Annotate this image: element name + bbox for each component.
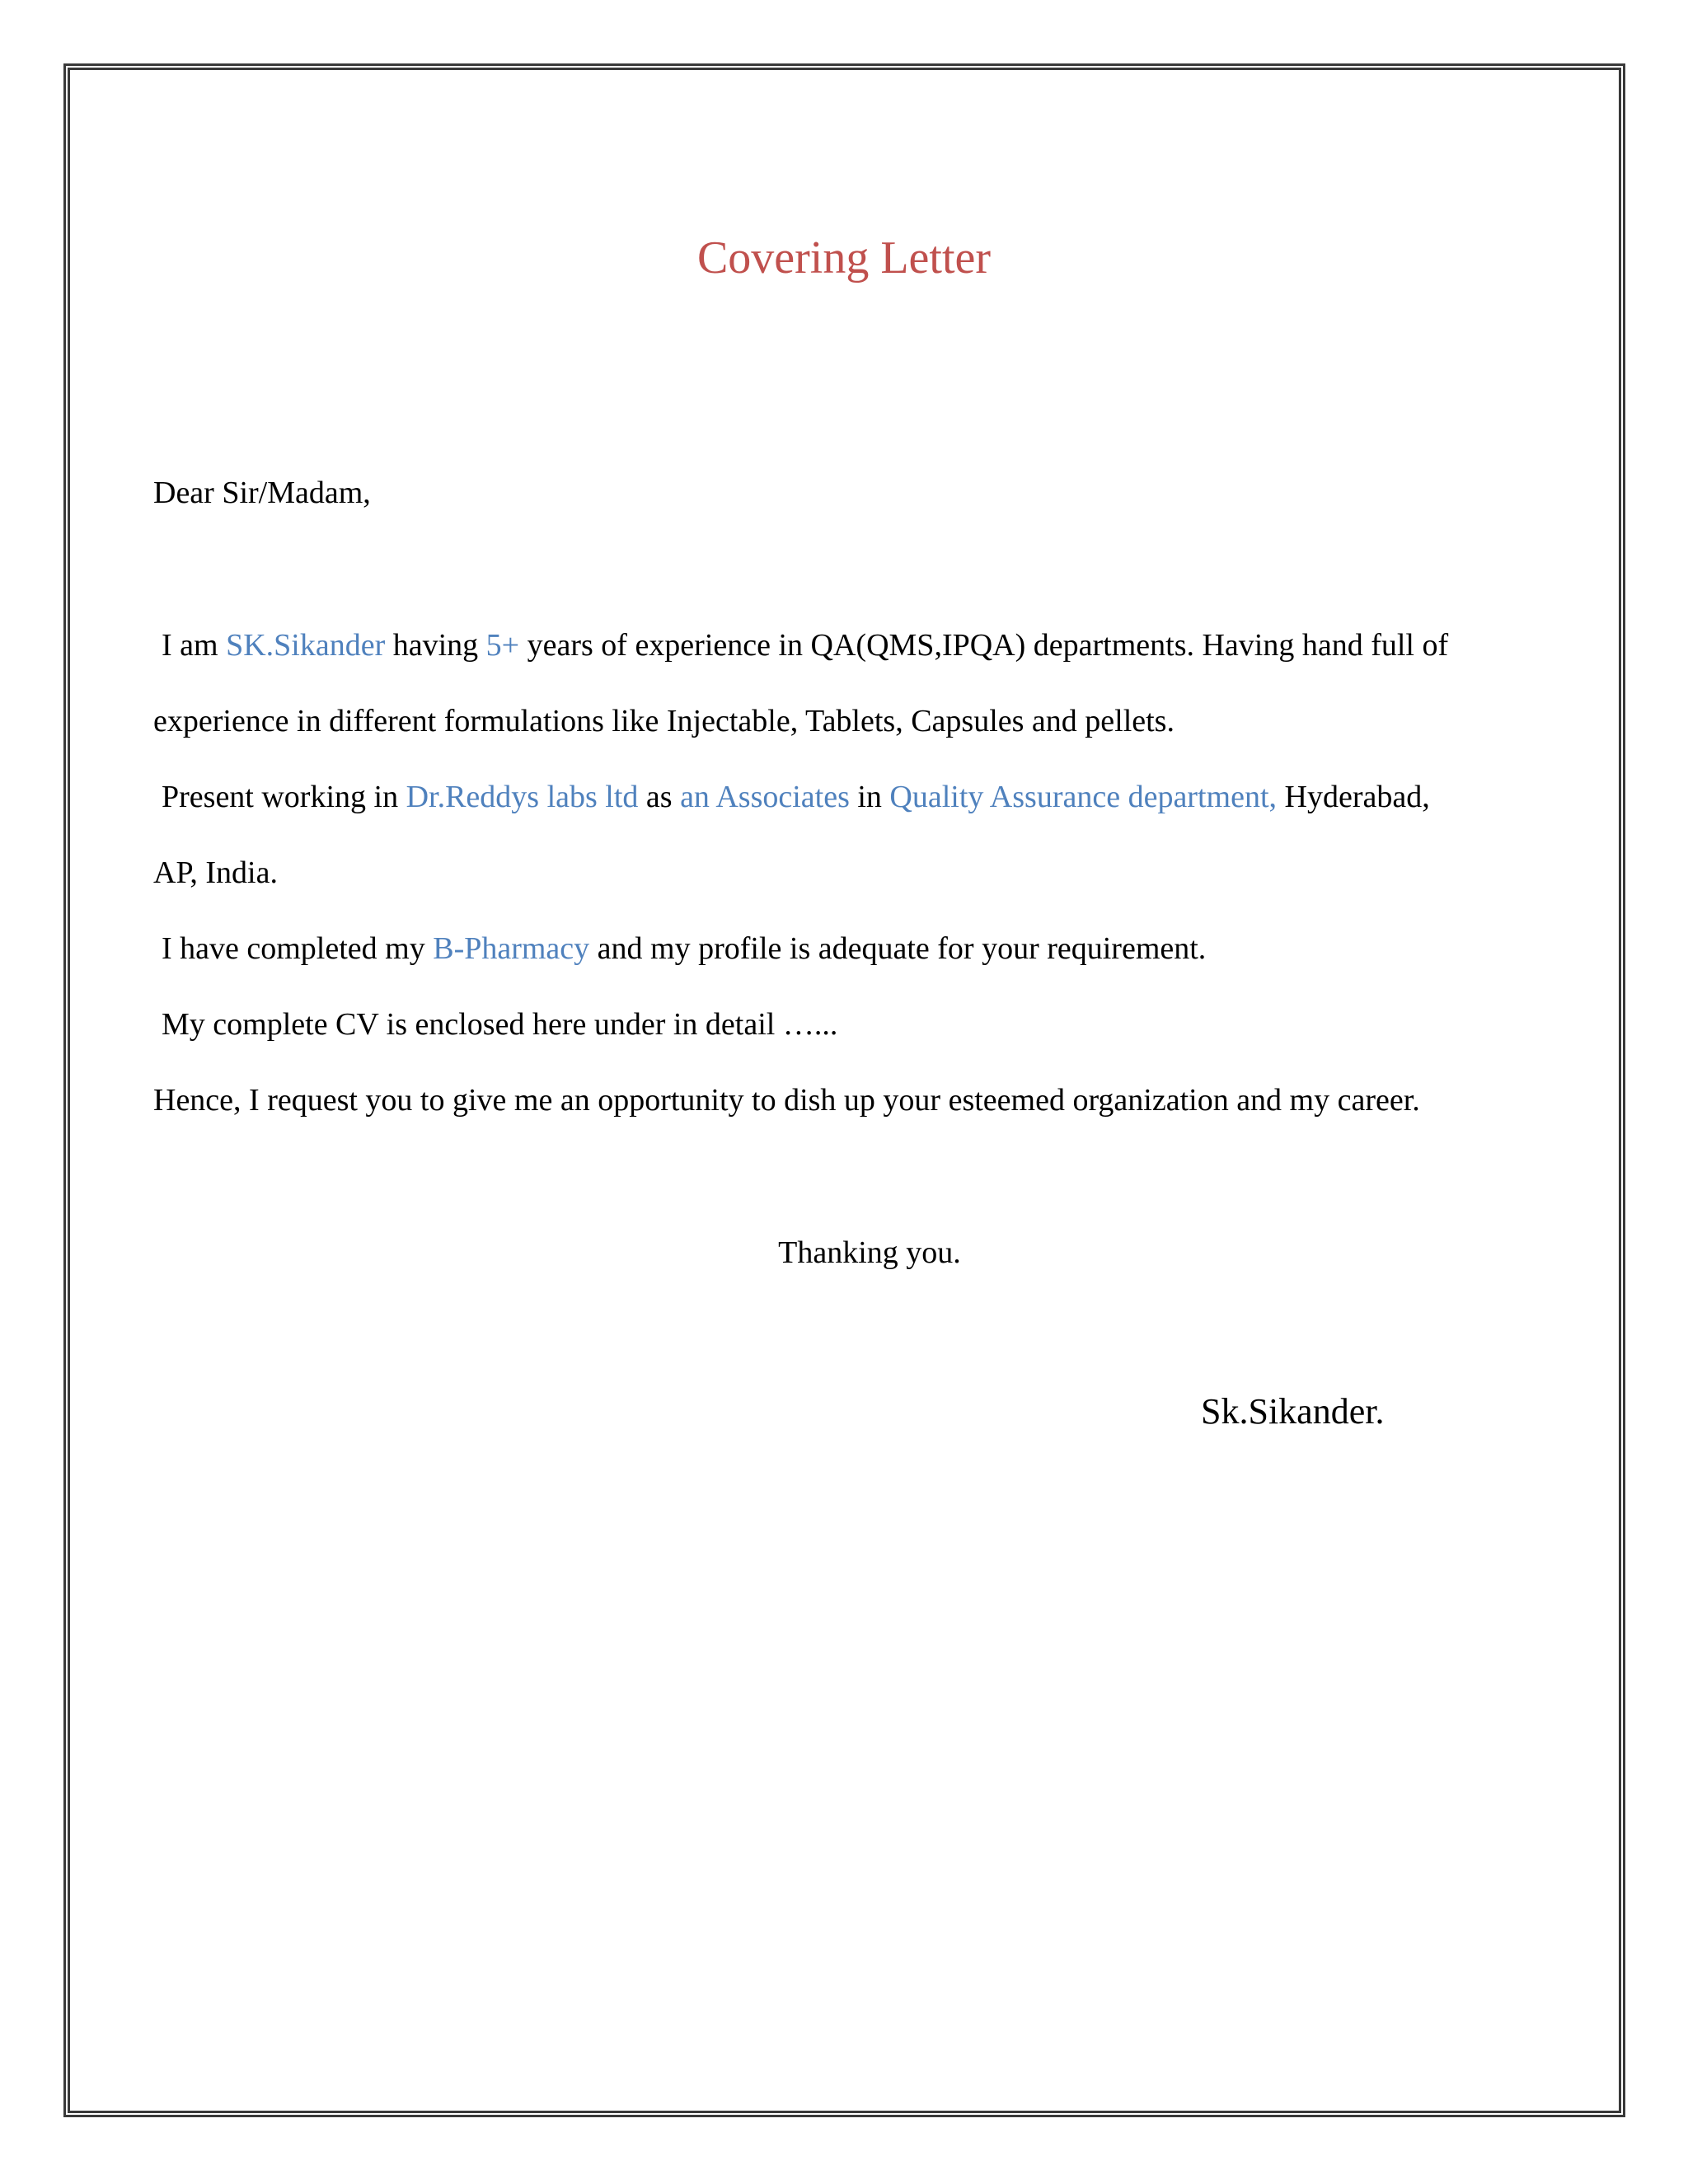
text: in	[849, 780, 890, 814]
department-name: Quality Assurance department,	[889, 780, 1278, 814]
closing: Thanking you.	[778, 1235, 961, 1270]
paragraph-2-line-2: AP, India.	[153, 855, 278, 890]
job-role: an Associates	[680, 780, 850, 814]
text: having	[385, 628, 486, 663]
text: as	[638, 780, 681, 814]
paragraph-1-line-2: experience in different formulations like Injectable, Tablets, Capsules and pellets.	[153, 704, 1175, 738]
paragraph-4: My complete CV is enclosed here under in detail …...	[162, 1007, 838, 1042]
text: Present working in	[162, 780, 406, 814]
text: I have completed my	[162, 931, 434, 966]
paragraph-5: Hence, I request you to give me an opportunity to dish up your esteemed organization and my career.	[153, 1083, 1420, 1118]
salutation: Dear Sir/Madam,	[153, 476, 371, 510]
applicant-name: SK.Sikander	[226, 628, 386, 663]
paragraph-1-line-1	[162, 625, 1448, 666]
letter-title: Covering Letter	[696, 232, 992, 284]
text: years of experience in QA(QMS,IPQA) departments. Having hand full of	[519, 628, 1449, 663]
text: Hyderabad,	[1277, 780, 1430, 814]
paragraph-2-line-1	[162, 776, 1430, 818]
signature: Sk.Sikander.	[1201, 1391, 1385, 1432]
paragraph-3	[162, 928, 1206, 969]
degree-name: B-Pharmacy	[433, 931, 590, 966]
text: and my profile is adequate for your requirement.	[589, 931, 1207, 966]
company-name: Dr.Reddys labs ltd	[406, 780, 639, 814]
years-experience: 5+	[485, 628, 520, 663]
text: I am	[162, 628, 227, 663]
